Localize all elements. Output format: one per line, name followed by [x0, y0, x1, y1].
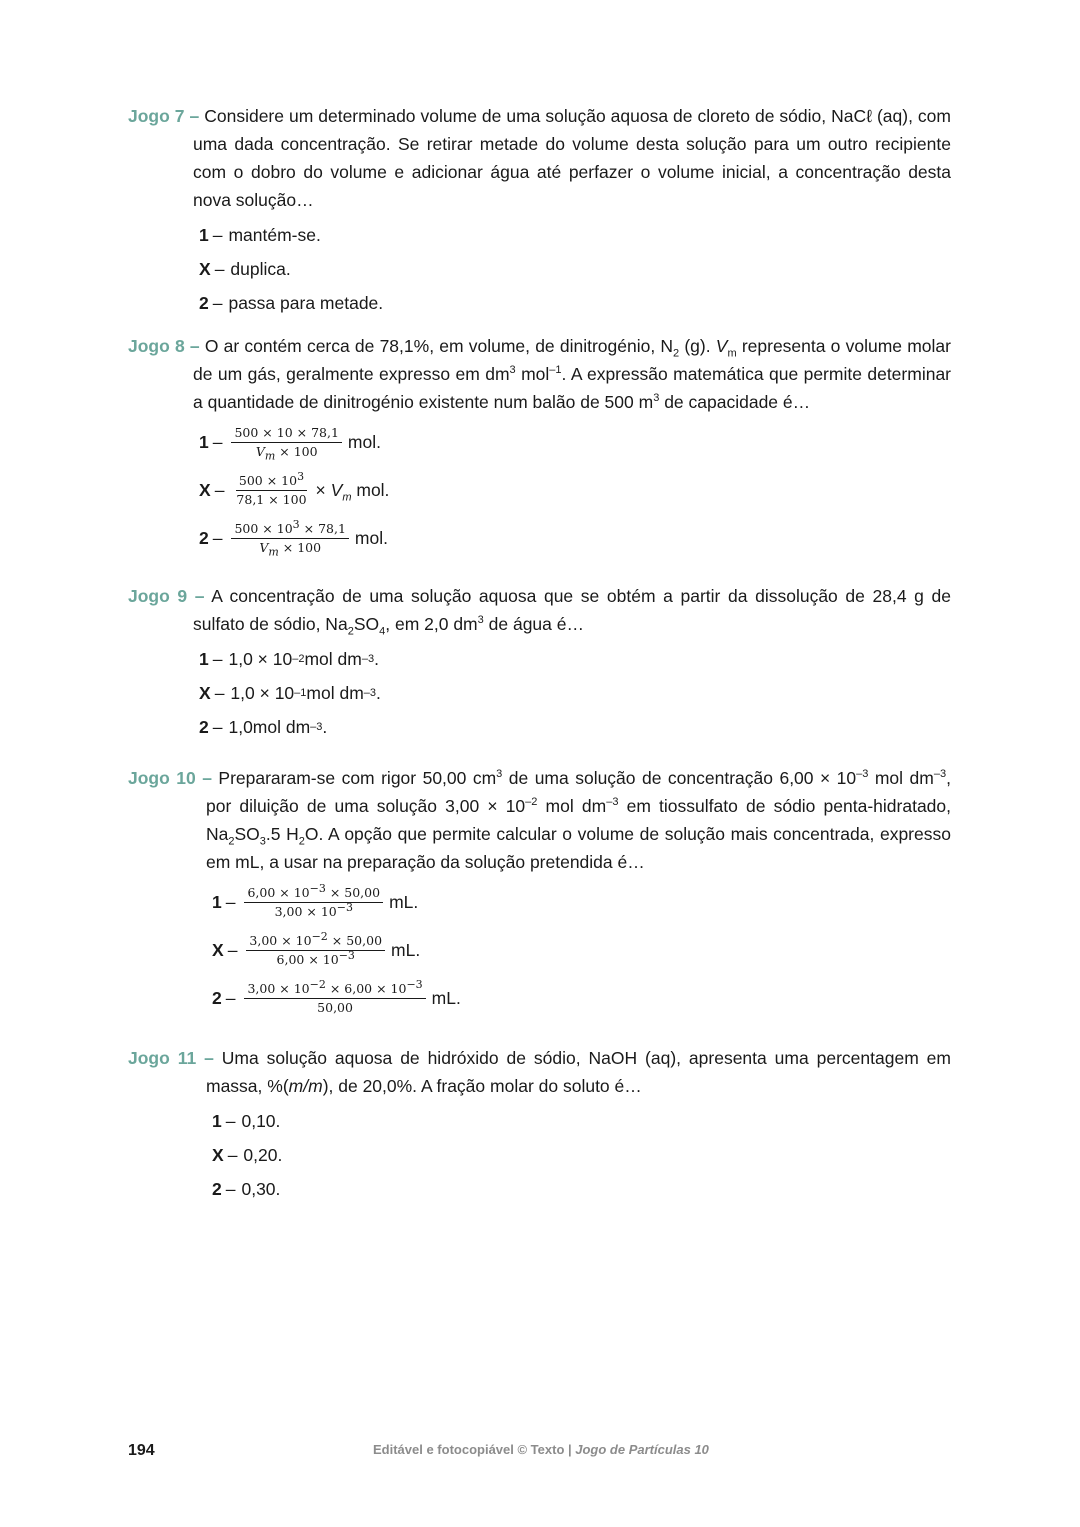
fraction: [231, 425, 341, 460]
option-x[interactable]: X – 1,0 × 10 –1 mol dm –3 .: [199, 683, 381, 703]
option-x[interactable]: X – 0,20.: [212, 1145, 283, 1165]
fraction: [233, 469, 309, 508]
options-list: [128, 878, 951, 1022]
question-text: Jogo 11 – Uma solução aquosa de hidróxido de sódio, NaOH (aq), apresenta uma percentagem em massa, %(m/m), de 20,0%. A fração molar do soluto é…: [128, 1048, 951, 1096]
option-1[interactable]: 1 – $\frac{500 \times 10 \times 78,1}{V_m \times 100}$ mol.: [199, 424, 381, 462]
option-x[interactable]: X – $\frac{500 \times 10^3}{78,1 \times 100}$ × $V_m$ mol.: [199, 469, 390, 507]
fraction: [244, 881, 383, 920]
option-2[interactable]: 2 – passa para metade.: [199, 293, 384, 313]
numerator: 500 × 10 × 78,1: [231, 425, 341, 443]
options-list: [128, 642, 951, 744]
numerator: $500 \times 10^3 \times 78,1$: [231, 521, 348, 539]
option-2[interactable]: 2 – 0,30.: [212, 1179, 281, 1199]
denominator: $3,00 \times 10^{-3}$: [274, 900, 353, 919]
option-2[interactable]: 2 – $\frac{500 \times 10^3 \times 78,1}{V_m \times 100}$ mol.: [199, 517, 388, 558]
numerator: $3,00 \times 10^{-2} \times 6,00 \times 10^{-3}$: [244, 981, 425, 999]
question-text: Jogo 7 – Considere um determinado volume de uma solução aquosa de cloreto de sódio, NaCℓ (aq), com uma dada concentração. Se retirar metade do volume desta solução para um outro recipiente com o dobro do volume e adicionar água até perfazer o volume inicial, a concentração desta nova solução…: [128, 106, 951, 210]
option-1[interactable]: 1 – mantém-se.: [199, 225, 321, 245]
question-jogo-11: [128, 1044, 951, 1206]
book-title: Jogo de Partículas 10: [575, 1442, 709, 1457]
question-label: Jogo 7 –: [128, 106, 200, 126]
fraction: [246, 929, 385, 968]
question-label: Jogo 10 –: [128, 768, 212, 788]
options-list: [128, 218, 951, 320]
denominator: $V_m \times 100$: [259, 539, 322, 558]
option-1[interactable]: 1 – $\frac{6,00 \times 10^{-3} \times 50,00}{3,00 \times 10^{-3}}$ mL.: [212, 881, 419, 919]
numerator: $500 \times 10^3$: [236, 473, 307, 491]
question-label: Jogo 8 –: [128, 336, 200, 356]
page-footer: [128, 1442, 951, 1462]
question-label: Jogo 11 –: [128, 1048, 214, 1068]
question-jogo-8: [128, 332, 951, 562]
page-number: 194: [128, 1442, 155, 1459]
option-x[interactable]: X – $\frac{3,00 \times 10^{-2} \times 50,00}{6,00 \times 10^{-3}}$ mL.: [212, 929, 421, 967]
denominator: $V_m \times 100$: [255, 443, 318, 462]
options-list: [128, 1104, 951, 1206]
numerator: $3,00 \times 10^{-2} \times 50,00$: [246, 933, 385, 951]
option-1[interactable]: 1 – 1,0 × 10 –2 mol dm –3 .: [199, 649, 379, 669]
fraction: [231, 517, 348, 558]
option-2[interactable]: 2 – 1,0 mol dm –3 .: [199, 717, 328, 737]
question-text: Jogo 9 – A concentração de uma solução aquosa que se obtém a partir da dissolução de 28,4 g de sulfato de sódio, $Na_2SO_4$, em 2,0 $dm^3$ de água é…: [128, 586, 952, 638]
option-2[interactable]: 2 – $\frac{3,00 \times 10^{-2} \times 6,00 \times 10^{-3}}{50,00}$ mL.: [212, 977, 461, 1015]
fraction: [244, 977, 425, 1016]
numerator: $6,00 \times 10^{-3} \times 50,00$: [244, 885, 383, 903]
options-list: [128, 418, 951, 562]
question-jogo-7: [128, 102, 951, 320]
question-jogo-10: [128, 764, 951, 1022]
option-1[interactable]: 1 – 0,10.: [212, 1111, 281, 1131]
denominator: 78,1 × 100: [236, 491, 307, 507]
option-x[interactable]: X – duplica.: [199, 259, 291, 279]
denominator: 50,00: [317, 999, 353, 1015]
question-label: Jogo 9 –: [128, 586, 205, 606]
footer-credit: Editável e fotocopiável © Texto | Jogo de Partículas 10: [373, 1442, 709, 1457]
question-text: Jogo 10 – Prepararam-se com rigor 50,00 $cm^3$ de uma solução de concentração $6,00 \times 10^{-3}$ mol $dm^{-3}$, por diluição de uma solução $3,00 \times 10^{-2}$ mol $dm^{-3}$ em tiossulfato de sódio penta-hidratado, $Na_2SO_3.5$ $H_2O$. A opção que permite calcular o volume de solução mais concentrada, expresso em mL, a usar na preparação da solução pretendida é…: [128, 768, 952, 872]
denominator: $6,00 \times 10^{-3}$: [276, 948, 355, 967]
question-jogo-9: [128, 582, 951, 744]
question-text: Jogo 8 – O ar contém cerca de 78,1%, em volume, de dinitrogénio, $N_2$ (g). $V_m$ representa o volume molar de um gás, geralmente expresso em $dm^3$ mol$^{-1}$. A expressão matemática que permite determinar a quantidade de dinitrogénio existente num balão de 500 $m^3$ de capacidade é…: [128, 336, 952, 412]
